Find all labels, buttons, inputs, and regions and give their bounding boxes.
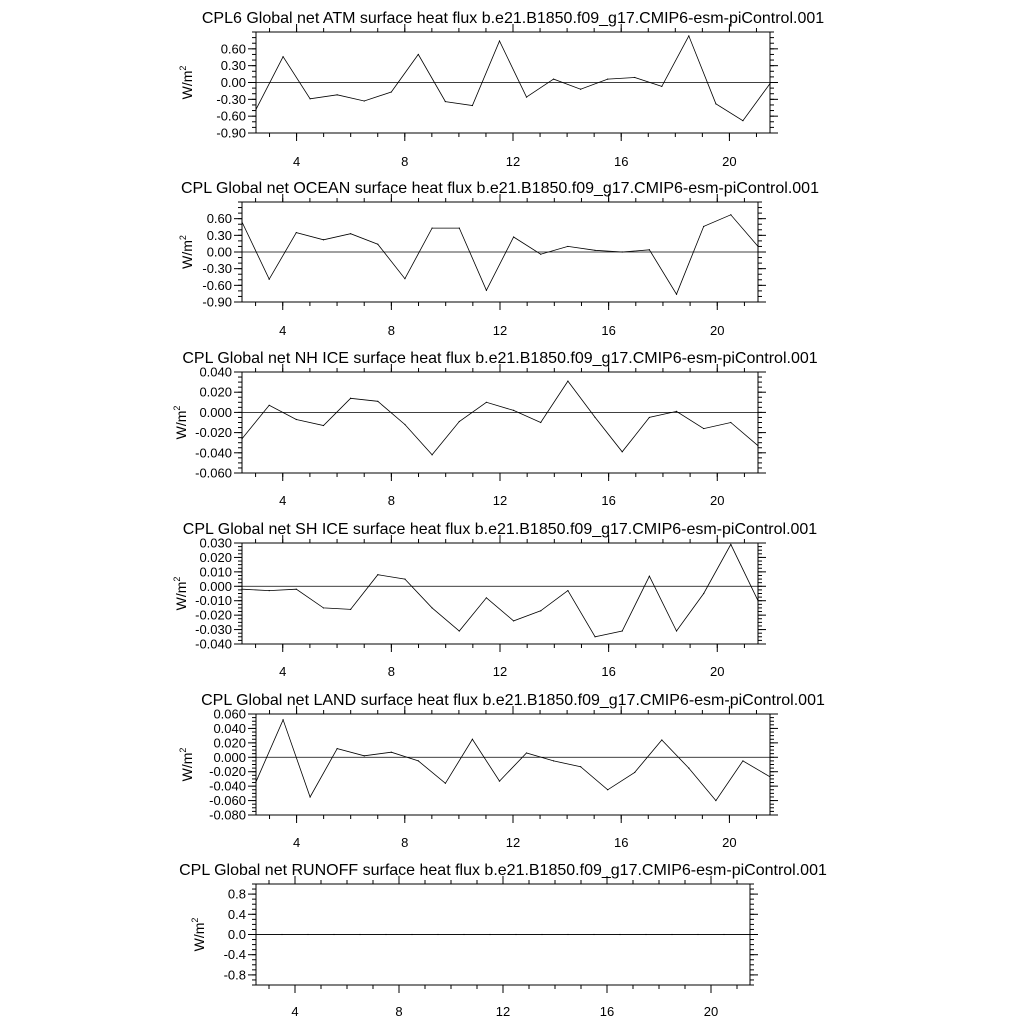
plot-frame (242, 543, 758, 644)
data-point (769, 83, 770, 84)
data-point (567, 590, 568, 591)
y-axis-label-unit: W/m (179, 70, 195, 100)
y-axis-label-exponent: 2 (178, 747, 188, 753)
data-point (526, 96, 527, 97)
data-point (323, 607, 324, 608)
data-point (580, 89, 581, 90)
data-point (619, 934, 620, 935)
data-point (269, 279, 270, 280)
chart-title: CPL Global net LAND surface heat flux b.e21.B1850.f09_g17.CMIP6-esm-piControl.001 (201, 692, 825, 709)
data-point (688, 768, 689, 769)
x-tick-label: 12 (495, 1004, 511, 1019)
data-point (350, 233, 351, 234)
data-point (296, 232, 297, 233)
data-point (364, 100, 365, 101)
x-tick-label: 4 (279, 664, 287, 679)
y-tick-label: -0.030 (195, 622, 232, 638)
y-axis-label-exponent: 2 (178, 65, 188, 71)
data-point (323, 425, 324, 426)
x-tick-label: 4 (291, 1004, 299, 1019)
y-axis-label (172, 406, 189, 440)
series-line (256, 720, 770, 801)
data-point (377, 574, 378, 575)
data-point (241, 438, 242, 439)
data-point (541, 934, 542, 935)
x-tick-label: 16 (601, 493, 616, 508)
y-tick-label: -0.60 (202, 277, 232, 293)
y-tick-label: -0.060 (195, 465, 232, 481)
data-point (730, 544, 731, 545)
y-tick-label: 0.040 (213, 720, 246, 736)
data-point (432, 607, 433, 608)
data-point (486, 402, 487, 403)
y-axis-label-unit: W/m (179, 752, 195, 782)
y-tick-label: 0.30 (206, 227, 232, 243)
data-point (282, 56, 283, 57)
chart-title: CPL Global net NH ICE surface heat flux b.e21.B1850.f09_g17.CMIP6-esm-piControl.001 (182, 350, 818, 367)
x-tick-label: 12 (505, 154, 521, 169)
data-point (445, 101, 446, 102)
data-point (463, 934, 464, 935)
x-tick-label: 12 (492, 664, 508, 679)
x-tick-label: 16 (601, 323, 616, 338)
data-point (703, 428, 704, 429)
y-axis-label-unit: W/m (191, 922, 207, 952)
data-point (634, 77, 635, 78)
y-axis-label-unit: W/m (173, 581, 189, 611)
y-tick-label: 0.020 (213, 735, 246, 751)
data-point (391, 752, 392, 753)
data-point (742, 120, 743, 121)
data-point (769, 776, 770, 777)
data-point (649, 417, 650, 418)
x-tick-label: 20 (710, 323, 725, 338)
data-point (296, 419, 297, 420)
y-tick-label: 0.60 (220, 41, 246, 57)
data-point (567, 380, 568, 381)
data-point (472, 105, 473, 106)
data-point (269, 590, 270, 591)
series-line (242, 544, 758, 636)
data-point (404, 278, 405, 279)
y-axis-label (178, 66, 195, 100)
y-tick-label: 0.030 (199, 535, 232, 551)
x-tick-label: 20 (722, 835, 737, 850)
data-point (281, 934, 282, 935)
data-point (255, 934, 256, 935)
data-point (730, 422, 731, 423)
x-tick-label: 20 (710, 493, 725, 508)
data-point (499, 40, 500, 41)
x-tick-label: 8 (387, 493, 395, 508)
data-point (437, 934, 438, 935)
data-point (661, 739, 662, 740)
x-tick-label: 16 (601, 664, 616, 679)
y-tick-label: 0.060 (213, 706, 246, 722)
data-point (255, 781, 256, 782)
data-point (649, 249, 650, 250)
y-tick-label: -0.020 (209, 764, 246, 780)
data-point (697, 934, 698, 935)
y-tick-label: -0.040 (195, 636, 232, 652)
y-axis-label-unit: W/m (173, 410, 189, 440)
data-point (377, 244, 378, 245)
data-point (594, 636, 595, 637)
y-tick-label: -0.020 (195, 607, 232, 623)
y-axis-label (178, 748, 195, 782)
data-point (567, 246, 568, 247)
data-point (676, 411, 677, 412)
y-tick-label: -0.90 (216, 125, 246, 141)
data-point (385, 934, 386, 935)
data-point (553, 79, 554, 80)
data-point (671, 934, 672, 935)
data-point (333, 934, 334, 935)
data-point (350, 609, 351, 610)
y-tick-label: -0.90 (202, 294, 232, 310)
data-point (553, 760, 554, 761)
series-line (256, 36, 770, 121)
y-axis-label-exponent: 2 (178, 235, 188, 241)
data-point (513, 620, 514, 621)
data-point (241, 221, 242, 222)
x-tick-label: 16 (613, 154, 629, 169)
x-tick-label: 16 (613, 835, 629, 850)
y-tick-label: -0.060 (209, 793, 246, 809)
data-point (703, 593, 704, 594)
x-tick-label: 8 (401, 154, 409, 169)
data-point (323, 239, 324, 240)
y-axis-label-exponent: 2 (190, 917, 200, 923)
chart-panel-5 (178, 692, 825, 850)
data-point (730, 214, 731, 215)
chart-title: CPL Global net OCEAN surface heat flux b.e21.B1850.f09_g17.CMIP6-esm-piControl.001 (181, 180, 819, 197)
data-point (296, 589, 297, 590)
data-point (723, 934, 724, 935)
x-tick-label: 8 (387, 323, 395, 338)
data-point (757, 600, 758, 601)
data-point (567, 934, 568, 935)
chart-panel-3 (172, 350, 818, 508)
chart-title: CPL6 Global net ATM surface heat flux b.e21.B1850.f09_g17.CMIP6-esm-piControl.001 (201, 10, 825, 27)
data-point (676, 294, 677, 295)
data-point (649, 576, 650, 577)
data-point (742, 760, 743, 761)
data-point (269, 405, 270, 406)
y-axis-label-exponent: 2 (172, 576, 182, 582)
y-tick-label: 0.000 (213, 749, 246, 765)
x-tick-label: 20 (710, 664, 725, 679)
y-tick-label: 0.30 (220, 58, 246, 74)
data-point (661, 86, 662, 87)
y-tick-label: 0.00 (220, 75, 246, 90)
data-point (594, 250, 595, 251)
data-point (515, 934, 516, 935)
data-point (337, 748, 338, 749)
plot-frame (256, 714, 770, 815)
y-tick-label: -0.020 (195, 425, 232, 441)
data-point (241, 589, 242, 590)
data-point (411, 934, 412, 935)
chart-panel-2 (178, 180, 819, 338)
x-tick-label: 12 (492, 323, 508, 338)
y-tick-label: -0.30 (216, 91, 246, 107)
data-point (757, 445, 758, 446)
y-axis-label (190, 918, 207, 952)
y-axis-label-unit: W/m (179, 240, 195, 269)
data-point (282, 719, 283, 720)
x-tick-label: 8 (387, 664, 395, 679)
y-tick-label: 0.8 (227, 886, 246, 902)
chart-title: CPL Global net SH ICE surface heat flux b.e21.B1850.f09_g17.CMIP6-esm-piControl.001 (182, 521, 818, 538)
data-point (634, 772, 635, 773)
x-tick-label: 20 (722, 154, 737, 169)
y-tick-label: 0.020 (199, 384, 232, 400)
y-tick-label: -0.080 (209, 807, 246, 823)
data-point (499, 780, 500, 781)
x-tick-label: 16 (599, 1004, 615, 1019)
data-point (364, 755, 365, 756)
y-tick-label: -0.040 (195, 445, 232, 461)
y-tick-label: -0.60 (216, 108, 246, 124)
data-point (540, 422, 541, 423)
y-tick-label: -0.010 (195, 593, 232, 609)
chart-panel-6 (179, 862, 827, 1019)
y-tick-label: 0.000 (199, 578, 232, 594)
data-point (607, 789, 608, 790)
y-tick-label: 0.4 (227, 906, 246, 922)
data-point (622, 251, 623, 252)
x-tick-label: 12 (492, 493, 508, 508)
x-tick-label: 4 (279, 323, 287, 338)
data-point (607, 79, 608, 80)
data-point (676, 630, 677, 631)
y-tick-label: 0.020 (199, 549, 232, 565)
data-point (486, 597, 487, 598)
data-point (622, 451, 623, 452)
data-point (594, 417, 595, 418)
data-point (749, 934, 750, 935)
data-point (513, 236, 514, 237)
y-tick-label: 0.0 (227, 927, 246, 942)
x-tick-label: 4 (292, 154, 301, 169)
data-point (459, 421, 460, 422)
y-tick-label: -0.040 (209, 778, 246, 794)
y-tick-label: -0.30 (202, 261, 232, 277)
data-point (445, 783, 446, 784)
data-point (404, 578, 405, 579)
data-point (472, 739, 473, 740)
data-point (622, 630, 623, 631)
x-tick-label: 12 (505, 835, 521, 850)
chart-panel-4 (172, 521, 817, 679)
x-tick-label: 20 (703, 1004, 719, 1019)
data-point (310, 98, 311, 99)
data-point (540, 254, 541, 255)
data-point (391, 91, 392, 92)
y-tick-label: 0.60 (206, 211, 232, 227)
series-line (242, 215, 758, 294)
y-tick-label: -0.8 (223, 967, 246, 983)
data-point (688, 35, 689, 36)
y-axis-label (178, 235, 195, 269)
data-point (404, 424, 405, 425)
data-point (580, 766, 581, 767)
plot-frame (242, 372, 758, 473)
y-tick-label: 0.00 (206, 244, 232, 260)
data-point (307, 934, 308, 935)
series-line (242, 381, 758, 455)
data-point (350, 398, 351, 399)
data-point (255, 109, 256, 110)
data-point (486, 290, 487, 291)
data-point (418, 760, 419, 761)
y-axis-label (172, 577, 189, 611)
data-point (377, 401, 378, 402)
y-tick-label: -0.4 (223, 947, 246, 963)
x-tick-label: 8 (401, 835, 409, 850)
data-point (513, 410, 514, 411)
x-tick-label: 4 (279, 493, 287, 508)
data-point (526, 752, 527, 753)
data-point (432, 228, 433, 229)
y-tick-label: 0.010 (199, 564, 232, 580)
y-axis-label-exponent: 2 (172, 405, 182, 411)
chart-title: CPL Global net RUNOFF surface heat flux b.e21.B1850.f09_g17.CMIP6-esm-piControl.001 (179, 862, 827, 879)
y-tick-label: 0.040 (199, 364, 232, 380)
data-point (489, 934, 490, 935)
data-point (645, 934, 646, 935)
data-point (337, 94, 338, 95)
y-tick-label: 0.000 (199, 404, 232, 420)
data-point (310, 796, 311, 797)
data-point (432, 454, 433, 455)
data-point (715, 103, 716, 104)
data-point (757, 246, 758, 247)
data-point (715, 800, 716, 801)
data-point (459, 630, 460, 631)
data-point (459, 228, 460, 229)
data-point (540, 610, 541, 611)
x-tick-label: 4 (292, 835, 301, 850)
data-point (359, 934, 360, 935)
data-point (593, 934, 594, 935)
data-point (703, 226, 704, 227)
data-point (418, 54, 419, 55)
x-tick-label: 8 (395, 1004, 403, 1019)
chart-panel-1 (178, 10, 824, 169)
